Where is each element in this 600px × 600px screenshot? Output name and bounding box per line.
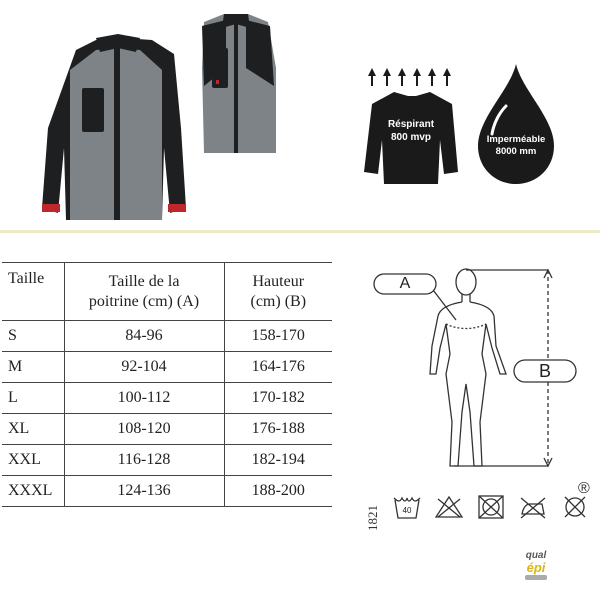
table-row	[2, 476, 332, 507]
breathable-label: Réspirant	[387, 119, 435, 130]
size-cell: XXXL	[2, 476, 64, 507]
product-photos	[36, 8, 286, 223]
no-iron-icon	[518, 494, 548, 520]
size-cell: L	[2, 383, 64, 414]
label-b: B	[538, 361, 551, 381]
header-chest	[64, 263, 224, 321]
size-table-header	[2, 263, 332, 321]
breathable-badge	[358, 60, 464, 192]
breathable-value: 800 mvp	[390, 132, 432, 143]
size-cell: XL	[2, 414, 64, 445]
waterproof-value: 8000 mm	[495, 146, 537, 157]
chest-cell: 84-96	[64, 321, 224, 352]
chest-cell: 124-136	[64, 476, 224, 507]
height-cell: 176-188	[224, 414, 332, 445]
qualepi-logo	[516, 550, 556, 582]
height-cell: 170-182	[224, 383, 332, 414]
table-row	[2, 352, 332, 383]
measurement-figure	[370, 262, 580, 472]
waterproof-label: Imperméable	[486, 134, 546, 145]
jacket-illustration	[36, 8, 286, 223]
chest-cell: 100-112	[64, 383, 224, 414]
wash-temp-text: 40	[402, 506, 412, 515]
care-symbols	[392, 492, 590, 522]
waterproof-badge	[470, 60, 562, 192]
header-height	[224, 263, 332, 321]
care-code	[364, 505, 382, 532]
table-row	[2, 414, 332, 445]
header-chest-line2: poitrine (cm) (A)	[88, 292, 200, 310]
logo-line1: qual	[525, 550, 547, 561]
logo-underline	[525, 575, 547, 580]
size-cell: S	[2, 321, 64, 352]
chest-cell: 116-128	[64, 445, 224, 476]
height-cell: 182-194	[224, 445, 332, 476]
header-height-line2: (cm) (B)	[250, 292, 307, 310]
no-bleach-icon	[434, 494, 464, 520]
height-cell: 164-176	[224, 352, 332, 383]
care-code-text: 1821	[365, 505, 380, 531]
table-row	[2, 445, 332, 476]
logo-line2: épi	[526, 560, 546, 575]
label-a: A	[399, 275, 411, 292]
jacket-photo	[42, 34, 186, 220]
registered-mark: ®	[578, 480, 590, 497]
section-divider	[0, 230, 600, 233]
water-drop-icon	[470, 60, 562, 192]
vest-photo	[202, 14, 276, 153]
table-row	[2, 383, 332, 414]
height-cell: 158-170	[224, 321, 332, 352]
chest-cell: 108-120	[64, 414, 224, 445]
no-tumble-dry-icon	[476, 494, 506, 520]
header-height-line1: Hauteur	[252, 272, 305, 290]
size-cell: M	[2, 352, 64, 383]
table-row	[2, 321, 332, 352]
size-table	[2, 262, 332, 507]
wash-40-icon	[392, 494, 422, 520]
header-size: Taille	[2, 263, 64, 321]
height-cell: 188-200	[224, 476, 332, 507]
chest-cell: 92-104	[64, 352, 224, 383]
header-chest-line1: Taille de la	[108, 272, 180, 290]
size-cell: XXL	[2, 445, 64, 476]
